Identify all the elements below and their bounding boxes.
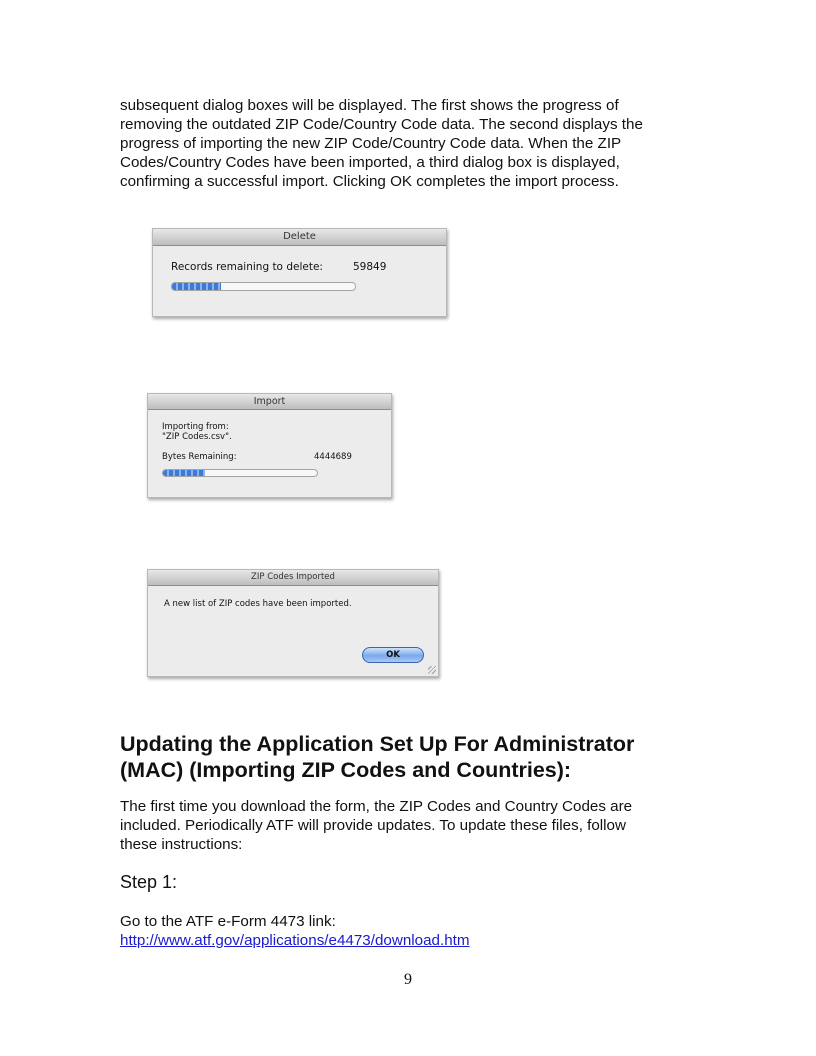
intro-line: removing the outdated ZIP Code/Country Code data. The second displays the: [120, 116, 643, 133]
intro-line: subsequent dialog boxes will be displayed. The first shows the progress of: [120, 97, 619, 114]
body-line: The first time you download the form, the ZIP Codes and Country Codes are: [120, 798, 633, 815]
delete-progress-fill: [172, 283, 221, 290]
zip-codes-imported-dialog-screenshot: [147, 569, 439, 677]
dialog-title: Delete: [153, 229, 446, 246]
import-progress-bar: [162, 469, 318, 477]
import-success-message: A new list of ZIP codes have been imported.: [164, 599, 352, 609]
body-paragraph: [120, 797, 690, 854]
records-remaining-value: 59849: [353, 261, 387, 273]
step-1-title: Step 1:: [120, 872, 178, 892]
delete-progress-bar: [171, 282, 356, 291]
delete-dialog-screenshot: [152, 228, 447, 317]
section-heading: [120, 731, 720, 783]
bytes-remaining-label: Bytes Remaining:: [162, 452, 237, 462]
records-remaining-label: Records remaining to delete:: [171, 261, 323, 273]
body-line: these instructions:: [120, 836, 243, 853]
dialog-title: Import: [148, 394, 391, 410]
bytes-remaining-value: 4444689: [314, 452, 352, 462]
heading-line: (MAC) (Importing ZIP Codes and Countries):: [120, 758, 572, 782]
importing-from-label: Importing from:: [162, 422, 229, 432]
import-progress-fill: [163, 470, 205, 476]
importing-file-name: "ZIP Codes.csv".: [162, 432, 232, 442]
ok-button[interactable]: OK: [362, 647, 424, 663]
dialog-title: ZIP Codes Imported: [148, 570, 438, 586]
intro-line: confirming a successful import. Clicking OK completes the import process.: [120, 173, 619, 190]
step-1-instruction: Go to the ATF e-Form 4473 link:: [120, 913, 336, 930]
page-number: 9: [404, 971, 412, 988]
download-link[interactable]: http://www.atf.gov/applications/e4473/download.htm: [120, 932, 470, 949]
resize-grip-icon: [428, 666, 436, 674]
import-dialog-screenshot: [147, 393, 392, 498]
intro-line: Codes/Country Codes have been imported, a third dialog box is displayed,: [120, 154, 620, 171]
body-line: included. Periodically ATF will provide updates. To update these files, follow: [120, 817, 626, 834]
intro-paragraph: [120, 96, 690, 191]
intro-line: progress of importing the new ZIP Code/Country Code data. When the ZIP: [120, 135, 622, 152]
heading-line: Updating the Application Set Up For Administrator: [120, 732, 635, 756]
